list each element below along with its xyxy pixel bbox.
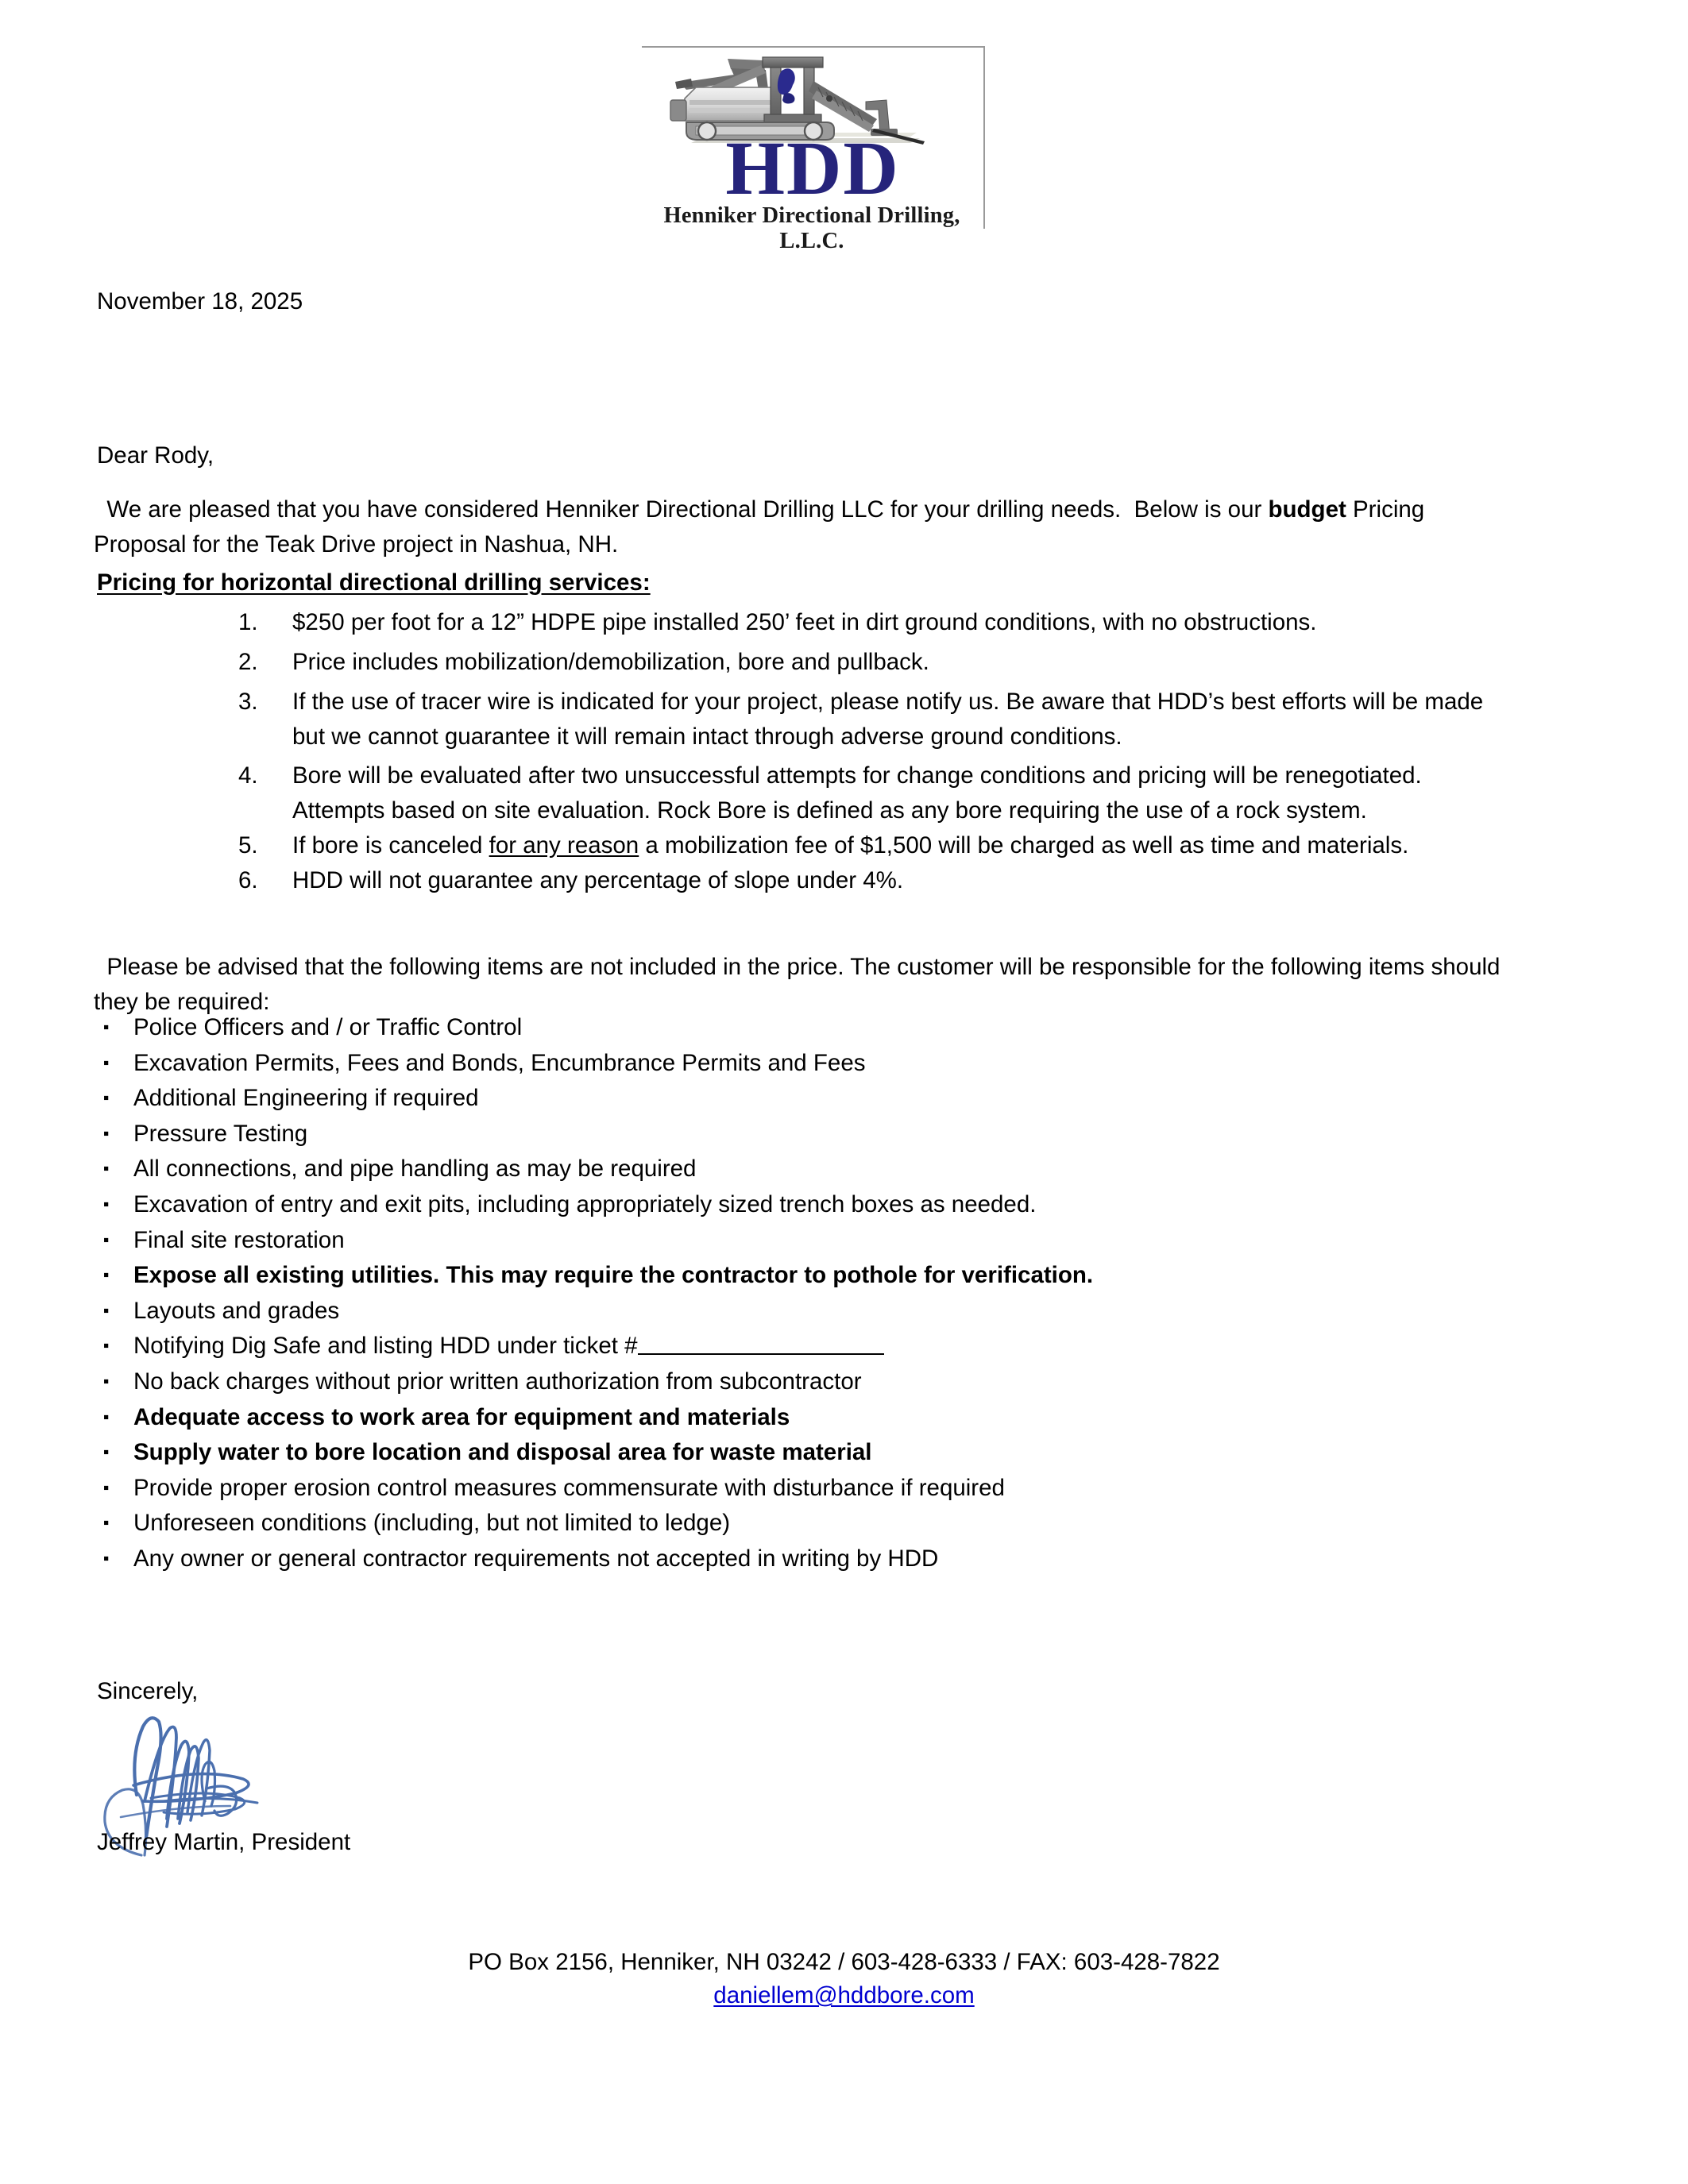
list-item-number: 5. (238, 832, 258, 859)
bullet-marker-icon: ▪ (103, 1514, 110, 1533)
list-item-number: 4. (238, 762, 258, 789)
bullet-marker-icon: ▪ (103, 1194, 110, 1214)
logo-tagline: Henniker Directional Drilling, L.L.C. (663, 203, 960, 253)
footer-address: PO Box 2156, Henniker, NH 03242 / 603-428-6333 / FAX: 603-428-7822 (468, 1949, 1220, 1975)
list-item-number: 6. (238, 867, 258, 893)
list-item (102, 1081, 1373, 1117)
list-item-text: HDD will not guarantee any percentage of slope under 4%. (292, 867, 904, 893)
bullet-marker-icon: ▪ (103, 1337, 110, 1356)
bullet-marker-icon: ▪ (103, 1549, 110, 1568)
letter-date: November 18, 2025 (97, 288, 303, 314)
list-item (238, 863, 1517, 898)
list-item-text-after: a mobilization fee of $1,500 will be charged as well as time and materials. (639, 832, 1409, 859)
company-logo (642, 46, 985, 253)
signer-name-title: Jeffrey Martin, President (97, 1829, 351, 1855)
footer-email (0, 1979, 1688, 2012)
list-item-text: Police Officers and / or Traffic Control (133, 1014, 523, 1040)
list-item-text: Adequate access to work area for equipment and materials (133, 1403, 790, 1430)
list-item-text-before: If bore is canceled (292, 832, 489, 859)
list-item (102, 1223, 1373, 1259)
list-item (238, 758, 1517, 828)
exclusions-intro-paragraph: Please be advised that the following items are not included in the price. The customer will be responsible for the following items should they be required: (94, 954, 1507, 1015)
list-item-text: No back charges without prior written authorization from subcontractor (133, 1368, 862, 1395)
bullet-marker-icon: ▪ (103, 1230, 110, 1249)
list-item (102, 1471, 1373, 1507)
list-item-number: 2. (238, 649, 258, 675)
list-item-text: Additional Engineering if required (133, 1085, 479, 1112)
list-item-text: Supply water to bore location and disposal area for waste material (133, 1439, 872, 1466)
email-link[interactable]: daniellem@hddbore.com (713, 1982, 975, 2008)
bullet-marker-icon: ▪ (103, 1478, 110, 1497)
list-item-text: Layouts and grades (133, 1297, 340, 1324)
bullet-marker-icon: ▪ (103, 1053, 110, 1072)
list-item (102, 1329, 1373, 1364)
list-item-text: Price includes mobilization/demobilization, bore and pullback. (292, 649, 929, 675)
closing-salutation: Sincerely, (97, 1678, 199, 1704)
list-item-text: Final site restoration (133, 1226, 345, 1253)
list-item-text: Expose all existing utilities. This may require the contractor to pothole for verification. (133, 1262, 1094, 1289)
list-item-text: Pressure Testing (133, 1120, 308, 1147)
bullet-marker-icon: ▪ (103, 1407, 110, 1426)
list-item-text-underlined: for any reason (489, 832, 639, 859)
salutation: Dear Rody, (97, 442, 214, 469)
list-item (102, 1187, 1373, 1223)
list-item (102, 1364, 1373, 1400)
list-item (238, 685, 1517, 754)
list-item-text: Any owner or general contractor requirements not accepted in writing by HDD (133, 1545, 939, 1572)
list-item (102, 1152, 1373, 1187)
list-item-text: Notifying Dig Safe and listing HDD under ticket # (133, 1333, 638, 1360)
list-item (102, 1542, 1373, 1577)
list-item-text: Excavation Permits, Fees and Bonds, Encumbrance Permits and Fees (133, 1049, 866, 1076)
bullet-marker-icon: ▪ (103, 1160, 110, 1179)
list-item (102, 1506, 1373, 1542)
list-item-text: All connections, and pipe handling as may be required (133, 1156, 697, 1183)
list-item (102, 1400, 1373, 1436)
bullet-marker-icon: ▪ (103, 1018, 110, 1036)
list-item (102, 1010, 1373, 1046)
list-item-text: Unforeseen conditions (including, but not limited to ledge) (133, 1510, 731, 1537)
list-item-text: $250 per foot for a 12” HDPE pipe installed 250’ feet in dirt ground conditions, with no obstructions. (292, 609, 1317, 635)
pricing-terms-list (238, 605, 1517, 898)
list-item (102, 1046, 1373, 1082)
list-item (238, 828, 1517, 863)
list-item-number: 3. (238, 689, 258, 715)
bullet-marker-icon: ▪ (103, 1443, 110, 1462)
list-item (238, 645, 1517, 680)
bullet-marker-icon: ▪ (103, 1266, 110, 1285)
list-item-number: 1. (238, 609, 258, 635)
list-item (102, 1117, 1373, 1152)
bullet-marker-icon: ▪ (103, 1301, 110, 1320)
list-item (102, 1435, 1373, 1471)
bullet-marker-icon: ▪ (103, 1372, 110, 1391)
exclusions-list (102, 1010, 1373, 1577)
list-item (102, 1294, 1373, 1329)
list-item-text: Excavation of entry and exit pits, including appropriately sized trench boxes as needed. (133, 1190, 1037, 1217)
list-item (238, 605, 1517, 640)
pricing-section-heading: Pricing for horizontal directional drilling services: (97, 569, 651, 596)
ticket-number-blank-line[interactable] (638, 1336, 884, 1355)
bullet-marker-icon: ▪ (103, 1089, 110, 1108)
list-item-text: Provide proper erosion control measures commensurate with disturbance if required (133, 1474, 1005, 1501)
intro-text-part1: We are pleased that you have considered Henniker Directional Drilling LLC for your drilling needs. Below is our (94, 496, 1269, 523)
intro-emphasis-budget: budget (1268, 496, 1346, 523)
list-item-text: If the use of tracer wire is indicated for your project, please notify us. Be aware that HDD’s best efforts will be made but we cannot guarantee it will remain intact through adverse ground conditions. (292, 689, 1484, 750)
intro-text-part2: Pricing Proposal for the Teak Drive project in Nashua, NH. (94, 496, 1431, 558)
intro-paragraph (94, 492, 1516, 562)
list-item (102, 1258, 1373, 1294)
logo-wordmark: HDD (725, 125, 900, 210)
bullet-marker-icon: ▪ (103, 1124, 110, 1143)
list-item-text: Bore will be evaluated after two unsuccessful attempts for change conditions and pricing will be renegotiated. Attempts based on site evaluation. Rock Bore is defined as any bore requiring the use of a rock system. (292, 762, 1422, 824)
